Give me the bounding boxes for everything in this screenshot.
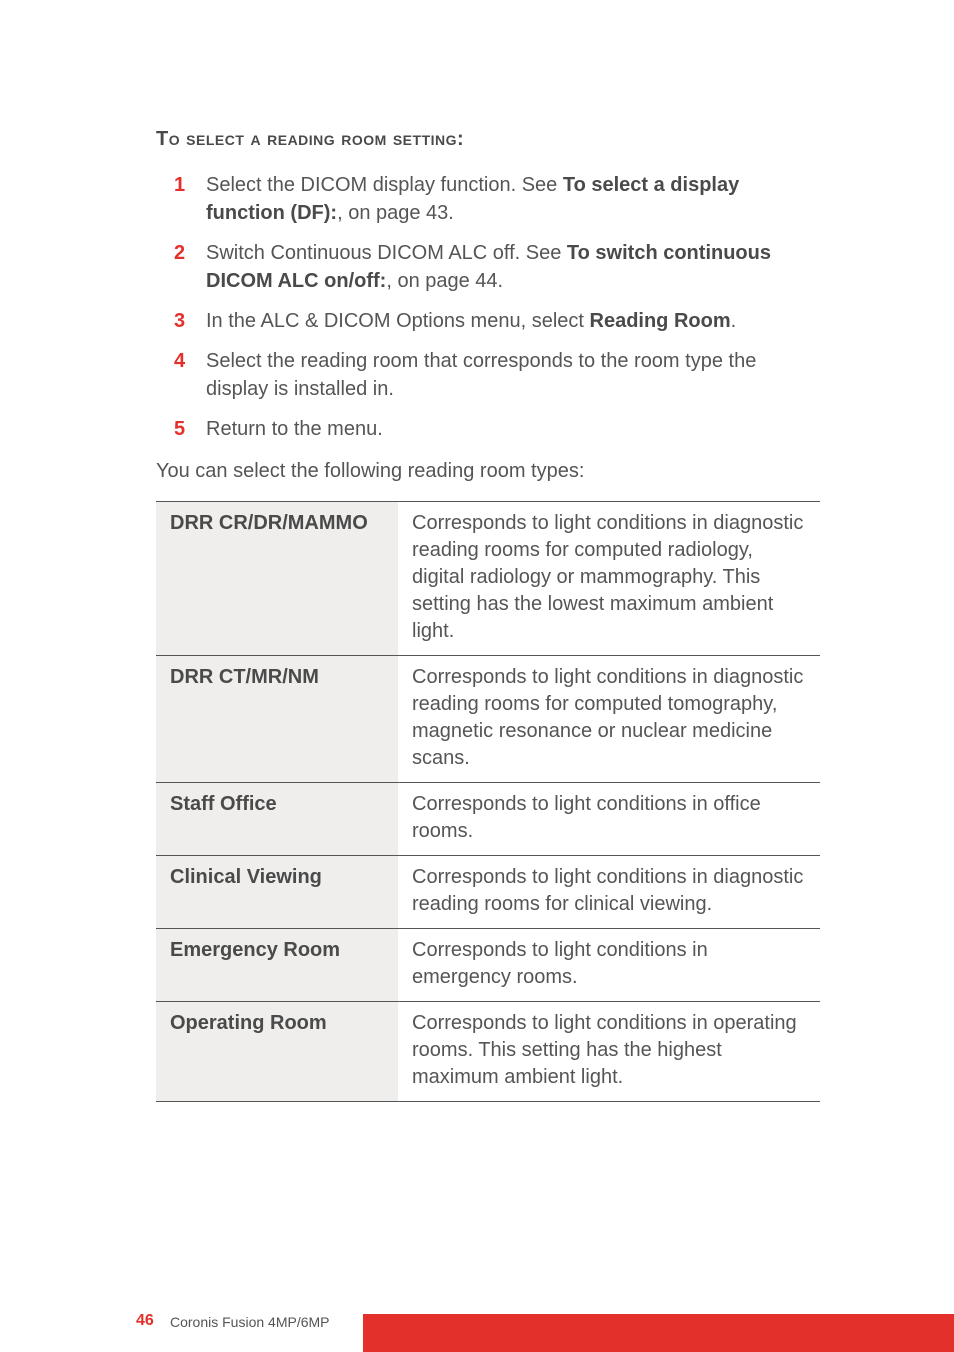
table-row bbox=[156, 783, 820, 856]
document-title: Coronis Fusion 4MP/6MP bbox=[170, 1314, 330, 1330]
step-number: 5 bbox=[174, 418, 186, 440]
footer-accent-bar bbox=[363, 1314, 954, 1352]
step-item bbox=[156, 347, 820, 403]
table-row bbox=[156, 1002, 820, 1102]
step-number: 2 bbox=[174, 242, 186, 264]
step-item bbox=[156, 171, 820, 227]
step-number: 3 bbox=[174, 310, 186, 332]
cross-reference-link[interactable]: To select a display function (DF): bbox=[206, 174, 740, 224]
room-type-description: Corresponds to light conditions in emergency rooms. bbox=[412, 939, 708, 988]
step-text-plain: In the ALC & DICOM Options menu, select bbox=[206, 310, 590, 332]
table-row bbox=[156, 502, 820, 656]
intro-paragraph: You can select the following reading room types: bbox=[156, 460, 585, 482]
step-item bbox=[156, 239, 820, 295]
step-item bbox=[156, 415, 820, 443]
step-text-plain: . bbox=[730, 310, 737, 332]
room-type-term: DRR CR/DR/MAMMO bbox=[156, 502, 398, 656]
page-footer bbox=[0, 1312, 954, 1352]
step-text bbox=[206, 171, 820, 227]
room-type-term: Operating Room bbox=[156, 1002, 398, 1102]
room-type-description: Corresponds to light conditions in diagnostic reading rooms for clinical viewing. bbox=[412, 866, 804, 915]
room-type-description: Corresponds to light conditions in operating rooms. This setting has the highest maximum ambient light. bbox=[412, 1012, 797, 1088]
step-text: Select the reading room that corresponds to the room type the display is installed in. bbox=[206, 350, 757, 400]
step-item bbox=[156, 307, 820, 335]
room-type-term: DRR CT/MR/NM bbox=[156, 656, 398, 783]
table-row bbox=[156, 856, 820, 929]
step-text-plain: Switch Continuous DICOM ALC off. See bbox=[206, 242, 567, 264]
room-type-description: Corresponds to light conditions in diagnostic reading rooms for computed radiology, digital radiology or mammography. This setting has the lowest maximum ambient light. bbox=[412, 512, 804, 642]
room-type-description: Corresponds to light conditions in diagnostic reading rooms for computed tomography, magnetic resonance or nuclear medicine scans. bbox=[412, 666, 804, 769]
table-row bbox=[156, 656, 820, 783]
step-text bbox=[206, 239, 820, 295]
step-text-plain: , on page 43. bbox=[337, 202, 454, 224]
step-text-plain: , on page 44. bbox=[386, 270, 504, 292]
room-type-term: Clinical Viewing bbox=[156, 856, 398, 929]
step-text-plain: Select the DICOM display function. See bbox=[206, 174, 563, 196]
cross-reference-link[interactable]: To switch continuous DICOM ALC on/off: bbox=[206, 242, 771, 292]
room-type-description: Corresponds to light conditions in office rooms. bbox=[412, 793, 761, 842]
page-content bbox=[156, 128, 820, 1102]
page-number: 46 bbox=[136, 1312, 154, 1329]
procedure-heading: To select a reading room setting: bbox=[156, 128, 465, 150]
step-number: 4 bbox=[174, 350, 186, 372]
room-type-term: Emergency Room bbox=[156, 929, 398, 1002]
reading-room-types-table bbox=[156, 501, 820, 1102]
step-text bbox=[206, 307, 820, 335]
menu-item-name: Reading Room bbox=[589, 310, 731, 332]
step-text: Return to the menu. bbox=[206, 418, 383, 440]
steps-list bbox=[156, 171, 820, 443]
room-type-term: Staff Office bbox=[156, 783, 398, 856]
table-row bbox=[156, 929, 820, 1002]
step-number: 1 bbox=[174, 174, 186, 196]
